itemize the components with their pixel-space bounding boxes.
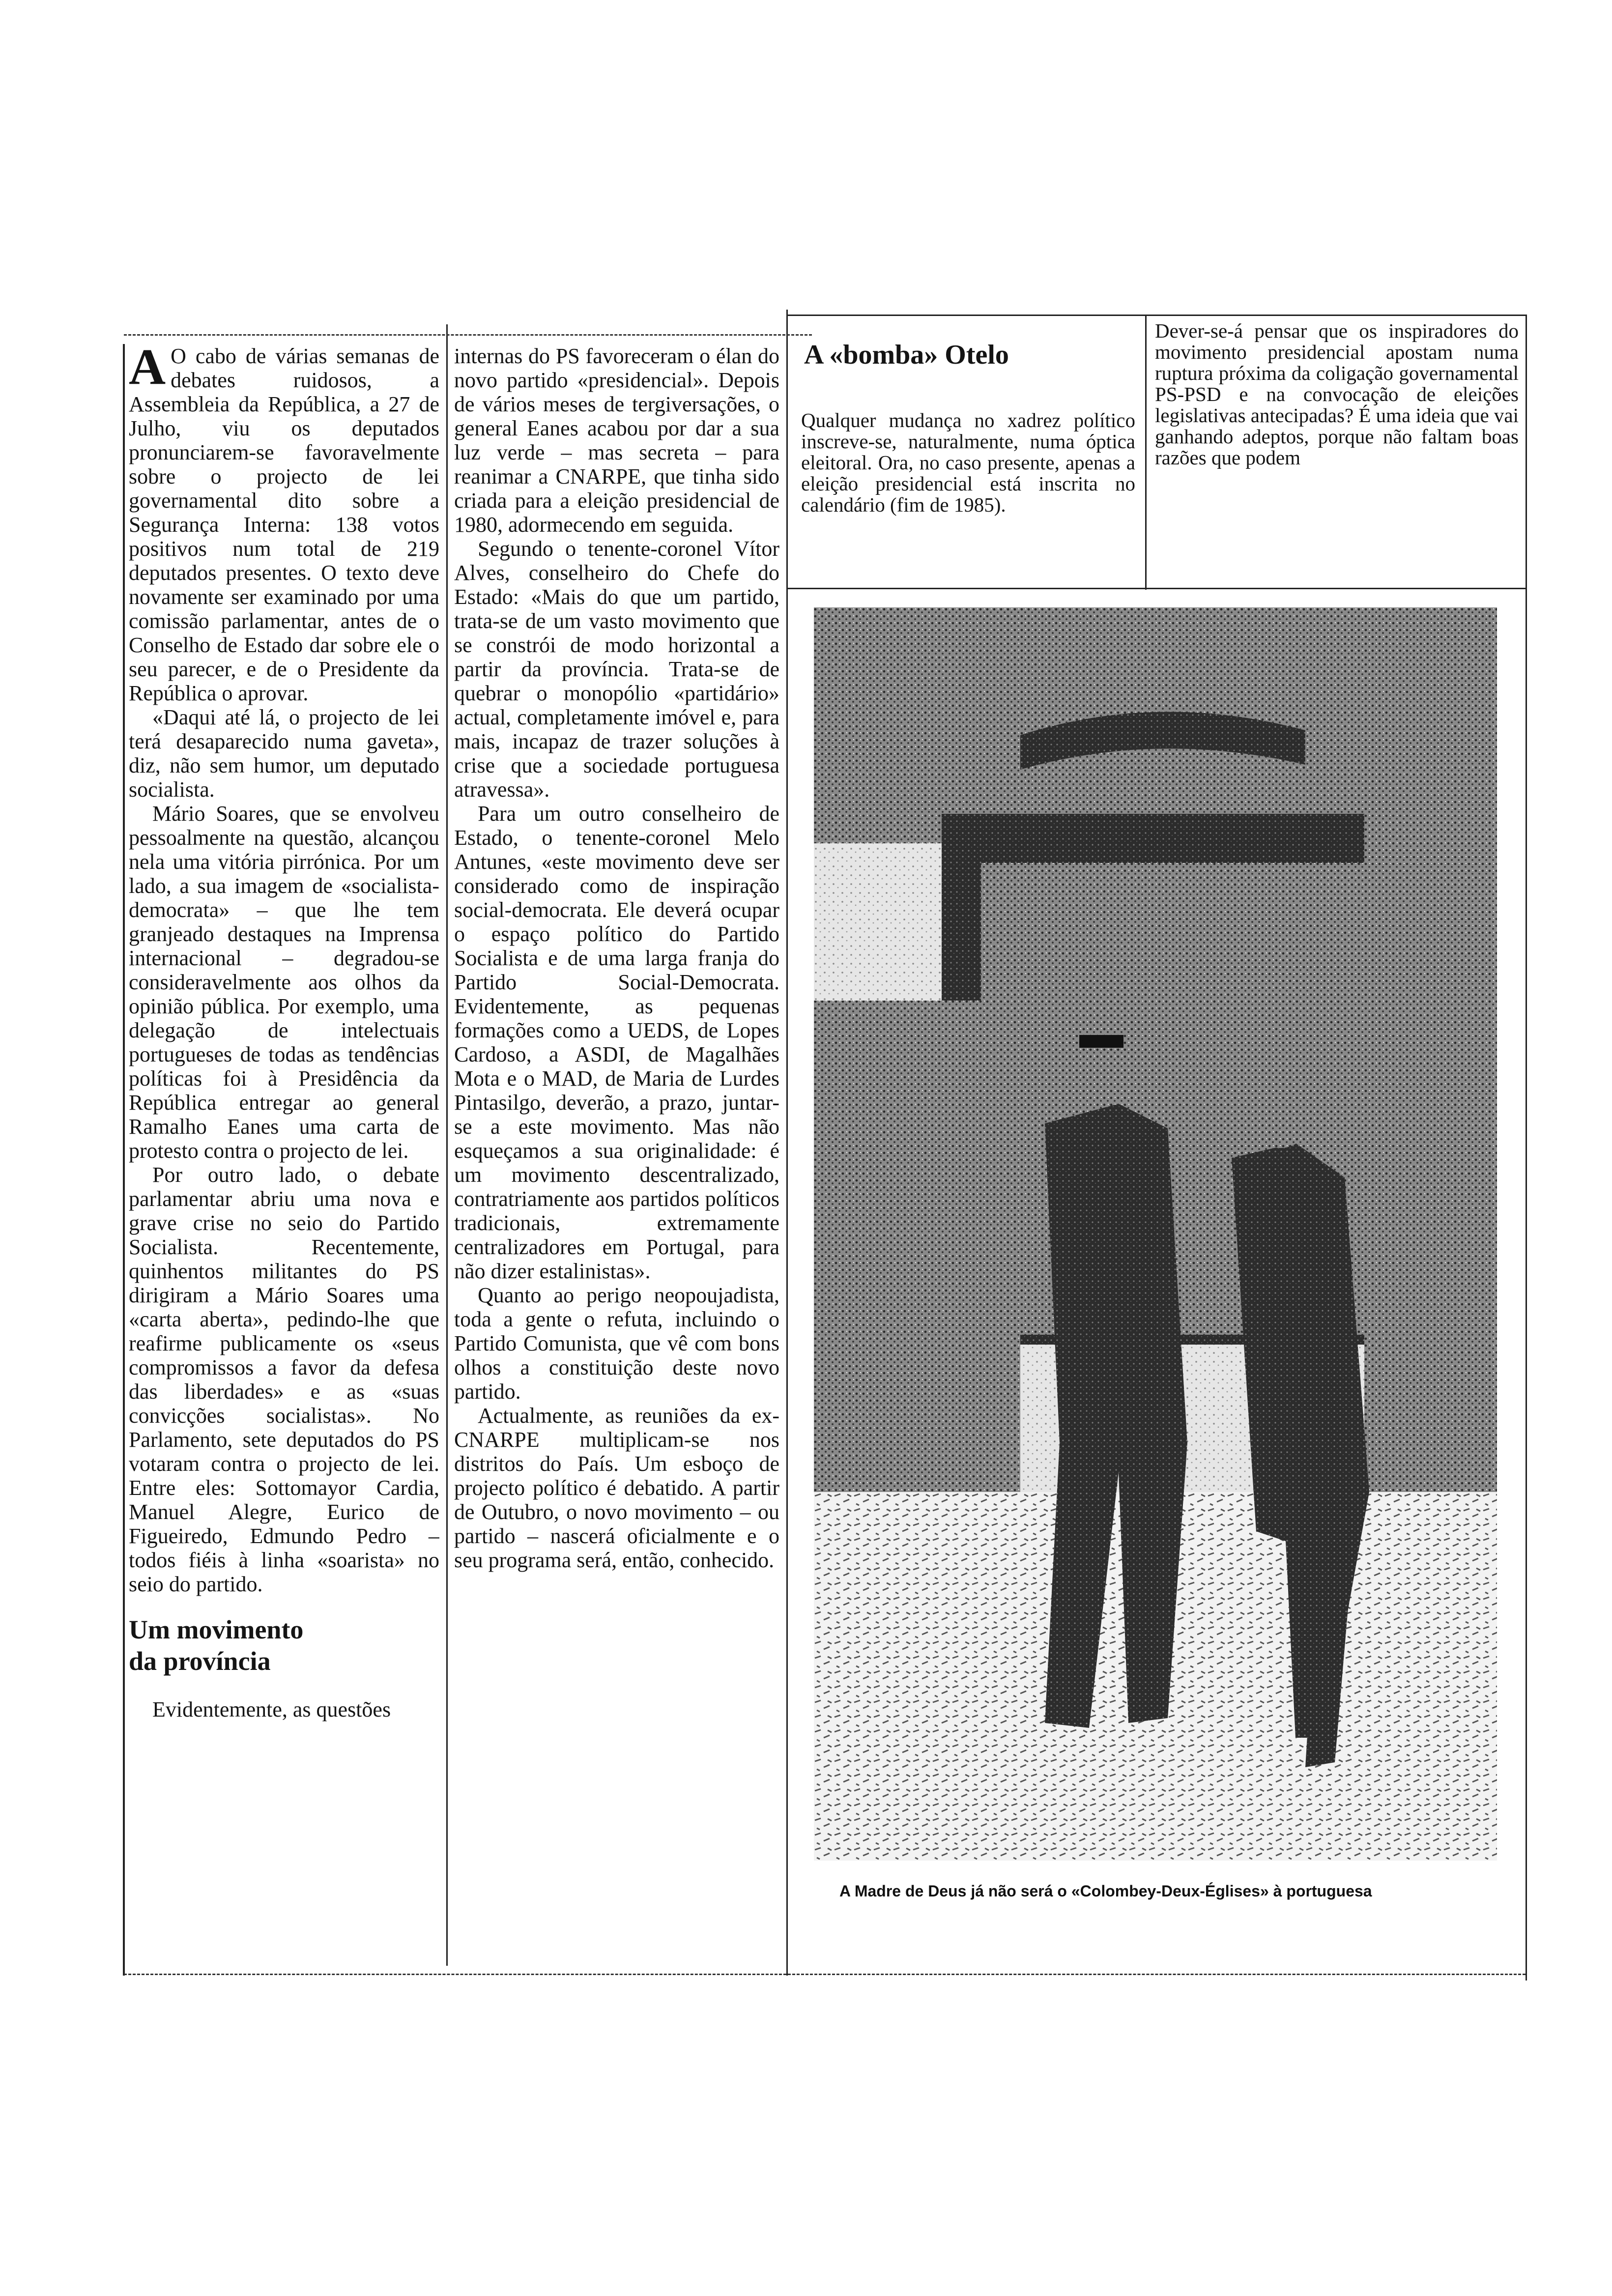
section-heading: A «bomba» Otelo [804, 340, 1009, 370]
column-2 [454, 344, 779, 1966]
column-3 [801, 319, 1135, 585]
column2-paragraph-4: Quanto ao perigo neopoujadista, toda a gente o refuta, incluindo o Partido Comunista, que vê com bons olhos a constituição deste novo partido. [454, 1283, 779, 1404]
bottom-dashed-rule [124, 1974, 1526, 1975]
photo-illustration [814, 607, 1497, 1861]
column1-right-rule [446, 324, 448, 1966]
column2-paragraph-5: Actualmente, as reuniões da ex-CNARPE multiplicam-se nos distritos do País. Um esboço de projecto político é debatido. A partir de Outubro, o novo movimento – ou partido – nascerá oficialmente e o seu programa será, então, conhecido. [454, 1404, 779, 1572]
column1-paragraph-3: Mário Soares, que se envolveu pessoalmente na questão, alcançou nela uma vitória pirrónica. Por um lado, a sua imagem de «socialista-democrata» – que lhe tem granjeado destaques na Imprensa internacional – degradou-se consideravelmente aos olhos da opinião pública. Por exemplo, uma delegação de intelectuais portugueses de todas as tendências políticas foi à Presidência da República entregar ao general Ramalho Eanes uma carta de protesto contra o projecto de lei. [129, 802, 439, 1163]
column3-paragraph: Qualquer mudança no xadrez político inscreve-se, naturalmente, numa óptica eleitoral. Ora, no caso presente, apenas a eleição presidencial está inscrita no calendário (fim de 1985). [801, 409, 1135, 516]
column2-paragraph-1: internas do PS favoreceram o élan do novo partido «presidencial». Depois de vários meses de tergiversações, o general Eanes acabou por dar a sua luz verde – mas secreta – para reanimar a CNARPE, que tinha sido criada para a eleição presidencial de 1980, adormecendo em seguida. [454, 344, 779, 537]
column2-paragraph-2: Segundo o tenente-coronel Vítor Alves, conselheiro do Chefe do Estado: «Mais do que um partido, trata-se de um vasto movimento que se constrói de modo horizontal a partir da província. Trata-se de quebrar o monopólio «partidário» actual, completamente imóvel e, para mais, incapaz de trazer soluções à crise que a sociedade portuguesa atravessa». [454, 537, 779, 802]
column1-left-rule [123, 344, 125, 1976]
column-1 [129, 344, 439, 1966]
top-dashed-rule [124, 334, 812, 336]
column1-closing-line: Evidentemente, as questões [152, 1697, 391, 1722]
photo-caption: A Madre de Deus já não será o «Colombey-Deux-Églises» à portuguesa [839, 1882, 1372, 1900]
column2-right-rule [786, 310, 788, 1976]
photo [814, 607, 1497, 1861]
column1-paragraph-2: «Daqui até lá, o projecto de lei terá desaparecido numa gaveta», diz, não sem humor, um deputado socialista. [129, 705, 439, 802]
column3-right-rule [1145, 315, 1147, 590]
subheading [129, 1614, 439, 1677]
column4-paragraph: Dever-se-á pensar que os inspiradores do movimento presidencial apostam numa ruptura próxima da coligação governamental PS-PSD e na convocação de eleições legislativas antecipadas? É uma ideia que vai ganhando adeptos, porque não faltam boas razões que podem [1155, 320, 1519, 469]
column1-paragraph-1: A O cabo de várias semanas de debates ruidosos, a Assembleia da República, a 27 de Julho, viu os deputados pronunciarem-se favoravelmente sobre o projecto de lei governamental dito sobre a Segurança Interna: 138 votos positivos num total de 219 deputados presentes. O texto deve novamente ser examinado por uma comissão parlamentar, antes de o Conselho de Estado dar sobre ele o seu parecer, e de o Presidente da República o aprovar. [129, 344, 439, 705]
column-4 [1155, 320, 1519, 586]
top-right-rule [787, 315, 1526, 316]
subheading-line-2: da província [129, 1646, 271, 1676]
right-edge-rule [1526, 315, 1527, 1980]
dropcap: A [129, 344, 166, 395]
column2-paragraph-3: Para um outro conselheiro de Estado, o tenente-coronel Melo Antunes, «este movimento deve ser considerado como de inspiração social-democrata. Ele deverá ocupar o espaço político do Partido Socialista e de uma larga franja do Partido Social-Democrata. Evidentemente, as pequenas formações como a UEDS, de Lopes Cardoso, a ASDI, de Magalhães Mota e o MAD, de Maria de Lurdes Pintasilgo, deverão, a prazo, juntar-se a este movimento. Mas não esqueçamos a sua originalidade: é um movimento descentralizado, contratriamente aos partidos políticos tradicionais, extremamente centralizadores em Portugal, para não dizer estalinistas». [454, 802, 779, 1283]
subheading-line-1: Um movimento [129, 1615, 304, 1644]
column1-paragraph-4: Por outro lado, o debate parlamentar abriu uma nova e grave crise no seio do Partido Socialista. Recentemente, quinhentos militantes do PS dirigiram a Mário Soares uma «carta aberta», pedindo-lhe que reafirme publicamente os «seus compromissos a favor da defesa das liberdades» e as «suas convicções socialistas». No Parlamento, sete deputados do PS votaram contra o projecto de lei. Entre eles: Sottomayor Cardia, Manuel Alegre, Eurico de Figueiredo, Edmundo Pedro – todos fiéis à linha «soarista» no seio do partido. [129, 1163, 439, 1596]
photo-top-rule [787, 588, 1526, 589]
